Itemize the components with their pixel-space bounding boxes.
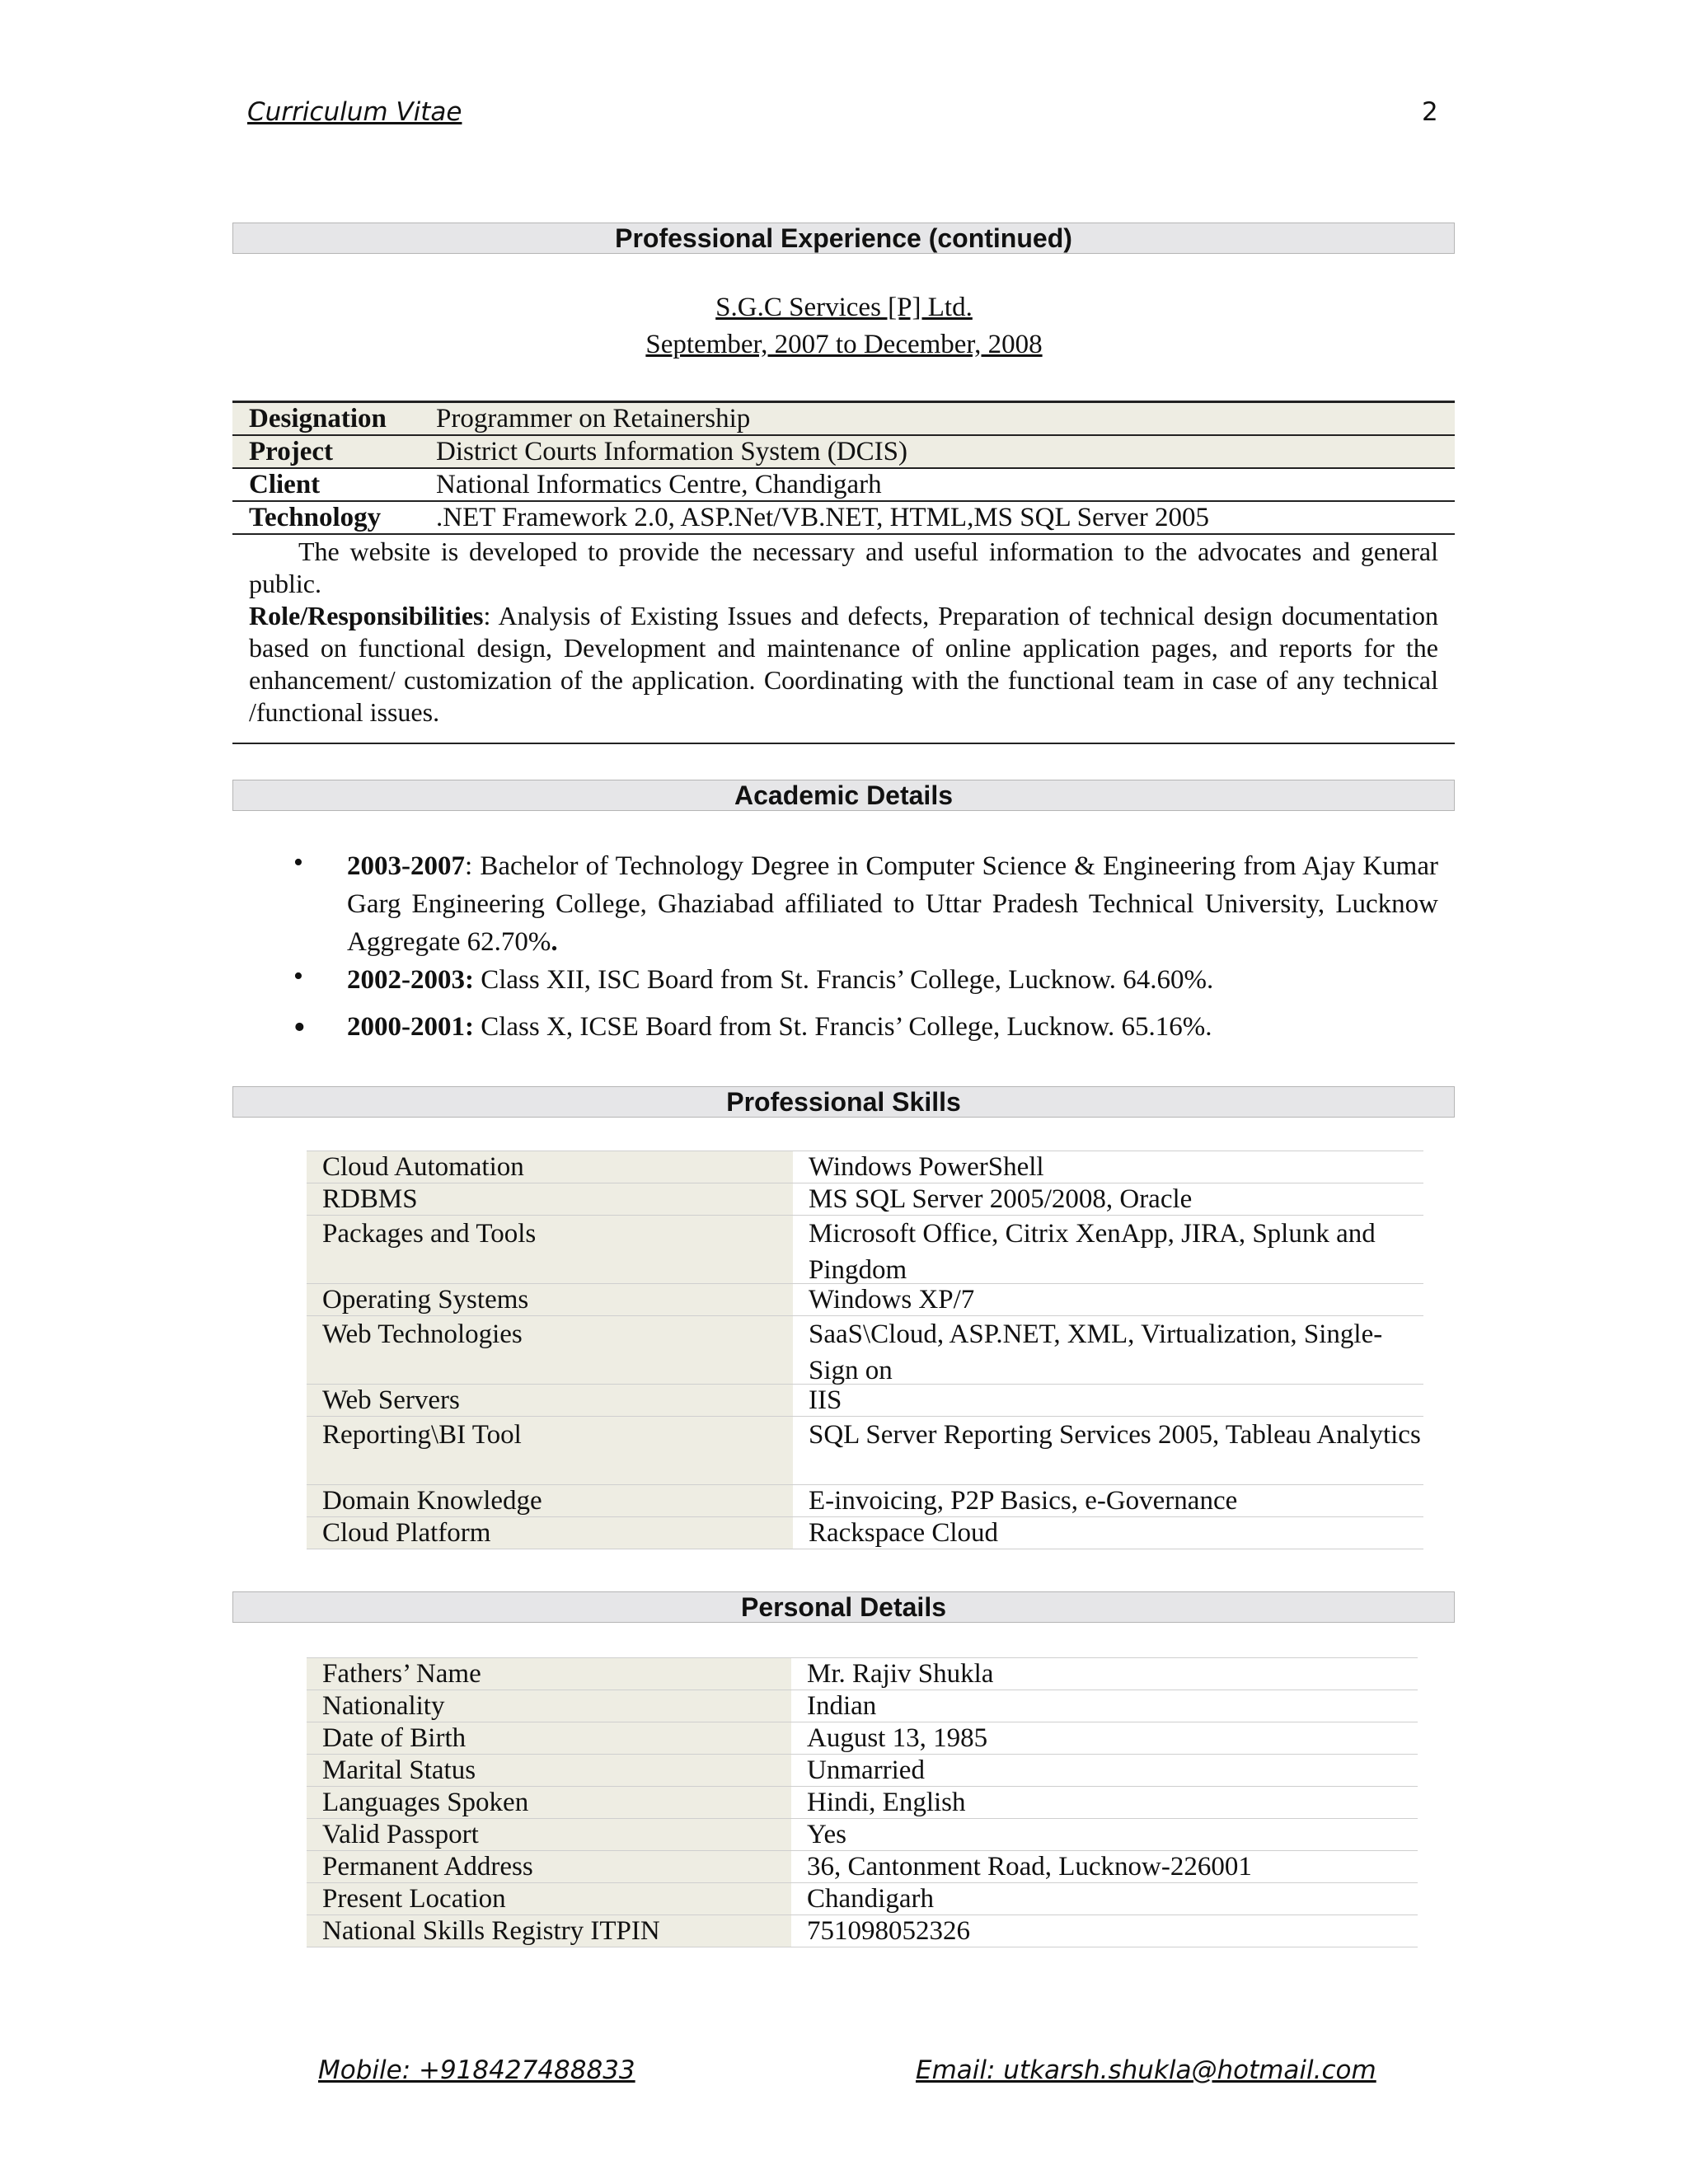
row-value: Yes <box>807 1820 847 1849</box>
row-value: Chandigarh <box>807 1884 934 1914</box>
row-value: Programmer on Retainership <box>436 404 751 434</box>
section-header-skills: Professional Skills <box>232 1086 1455 1118</box>
personal-table <box>307 1657 1418 1947</box>
bullet-icon: • <box>293 1009 306 1047</box>
row-value: Mr. Rajiv Shukla <box>807 1659 994 1689</box>
row-key: Web Servers <box>307 1385 793 1416</box>
academic-text: Class XII, ISC Board from St. Francis’ College, Lucknow. 64.60%. <box>473 965 1214 995</box>
table-row <box>232 403 1455 436</box>
row-value: Microsoft Office, Citrix XenApp, JIRA, Splunk and Pingdom <box>809 1219 1376 1285</box>
table-row <box>232 502 1455 535</box>
company-name: S.G.C Services [P] Ltd. <box>715 293 973 322</box>
academic-year: 2002-2003: <box>347 965 474 995</box>
row-value: SaaS\Cloud, ASP.NET, XML, Virtualization, Single-Sign on <box>809 1319 1383 1385</box>
row-key: Present Location <box>307 1883 791 1915</box>
table-row <box>232 436 1455 469</box>
role-text: : Analysis of Existing Issues and defects, Preparation of technical design documentation based on functional design, Development and maintenance of online application pages, and reports for the enhancement/ customization of the application. Coordinating with the functional team in case of any technical /functional issues. <box>249 601 1438 727</box>
table-row <box>307 1658 1418 1690</box>
row-key: Permanent Address <box>307 1851 791 1882</box>
row-value: IIS <box>809 1385 842 1415</box>
list-item <box>247 1008 1438 1047</box>
employment-period: September, 2007 to December, 2008 <box>645 330 1043 359</box>
row-value: MS SQL Server 2005/2008, Oracle <box>809 1184 1193 1214</box>
row-key: Marital Status <box>307 1755 791 1786</box>
row-value: August 13, 1985 <box>807 1723 988 1753</box>
row-value: Windows PowerShell <box>809 1152 1044 1182</box>
table-row <box>307 1216 1423 1284</box>
row-key: Project <box>249 437 333 466</box>
bullet-icon: • <box>293 961 303 991</box>
row-value: 36, Cantonment Road, Lucknow-226001 <box>807 1852 1252 1882</box>
section-header-experience: Professional Experience (continued) <box>232 223 1455 254</box>
academic-year: 2003-2007 <box>347 851 465 881</box>
bullet-icon: • <box>293 847 303 878</box>
row-key: Packages and Tools <box>307 1216 793 1283</box>
row-key: Client <box>249 470 321 499</box>
section-header-personal: Personal Details <box>232 1591 1455 1623</box>
table-row <box>307 1722 1418 1755</box>
table-row <box>307 1385 1423 1417</box>
row-value: District Courts Information System (DCIS) <box>436 437 907 466</box>
table-row <box>307 1787 1418 1819</box>
row-key: National Skills Registry ITPIN <box>307 1915 791 1947</box>
row-value: Unmarried <box>807 1755 925 1785</box>
academic-text: Class X, ICSE Board from St. Francis’ College, Lucknow. 65.16%. <box>473 1012 1212 1042</box>
row-key: Valid Passport <box>307 1819 791 1850</box>
table-row <box>307 1417 1423 1485</box>
row-key: Nationality <box>307 1690 791 1722</box>
row-key: Designation <box>249 404 387 434</box>
role-responsibilities <box>249 600 1438 729</box>
academic-text: : Bachelor of Technology Degree in Computer Science & Engineering from Ajay Kumar Garg Engineering College, Ghaziabad affiliated to Uttar Pradesh Technical University, Lucknow Aggregate 62.70% <box>347 851 1438 957</box>
table-row <box>307 1883 1418 1915</box>
row-key: Fathers’ Name <box>307 1658 791 1690</box>
row-key: Operating Systems <box>307 1284 793 1315</box>
section-header-academic: Academic Details <box>232 780 1455 811</box>
table-row <box>307 1851 1418 1883</box>
table-row <box>307 1915 1418 1947</box>
row-key: Date of Birth <box>307 1722 791 1754</box>
skills-table <box>307 1151 1423 1549</box>
row-key: Languages Spoken <box>307 1787 791 1818</box>
row-key: Reporting\BI Tool <box>307 1417 793 1484</box>
role-label: Role/Responsibilities <box>249 601 484 630</box>
table-row <box>307 1690 1418 1722</box>
footer-mobile: Mobile: +918427488833 <box>318 2055 635 2085</box>
row-key: Cloud Automation <box>307 1151 793 1183</box>
row-value: Rackspace Cloud <box>809 1518 999 1548</box>
table-row <box>307 1183 1423 1216</box>
table-row <box>307 1316 1423 1385</box>
row-value: Hindi, English <box>807 1788 966 1817</box>
table-row <box>307 1485 1423 1517</box>
row-value: Windows XP/7 <box>809 1285 975 1315</box>
row-key: Technology <box>249 503 382 532</box>
row-value: National Informatics Centre, Chandigarh <box>436 470 882 499</box>
academic-end: . <box>551 927 558 957</box>
table-row <box>307 1151 1423 1183</box>
row-key: Cloud Platform <box>307 1517 793 1549</box>
footer-email[interactable]: Email: utkarsh.shukla@hotmail.com <box>916 2055 1376 2085</box>
table-row <box>307 1284 1423 1316</box>
document-title: Curriculum Vitae <box>247 97 462 127</box>
divider <box>232 743 1455 744</box>
row-key: Web Technologies <box>307 1316 793 1384</box>
table-row <box>307 1517 1423 1549</box>
table-row <box>307 1755 1418 1787</box>
table-row <box>307 1819 1418 1851</box>
row-key: Domain Knowledge <box>307 1485 793 1516</box>
row-value: Indian <box>807 1691 877 1721</box>
academic-year: 2000-2001: <box>347 1012 474 1042</box>
row-value: .NET Framework 2.0, ASP.Net/VB.NET, HTML,MS SQL Server 2005 <box>436 503 1210 532</box>
table-row <box>232 469 1455 502</box>
row-value: E-invoicing, P2P Basics, e-Governance <box>809 1486 1238 1516</box>
row-value: 751098052326 <box>807 1916 970 1946</box>
list-item <box>247 847 1438 961</box>
experience-table <box>232 401 1455 535</box>
page-number: 2 <box>1422 97 1438 127</box>
list-item <box>247 961 1438 999</box>
row-key: RDBMS <box>307 1183 793 1215</box>
row-value: SQL Server Reporting Services 2005, Tableau Analytics <box>809 1420 1421 1450</box>
project-description: The website is developed to provide the necessary and useful information to the advocates and general public. <box>249 537 1438 598</box>
